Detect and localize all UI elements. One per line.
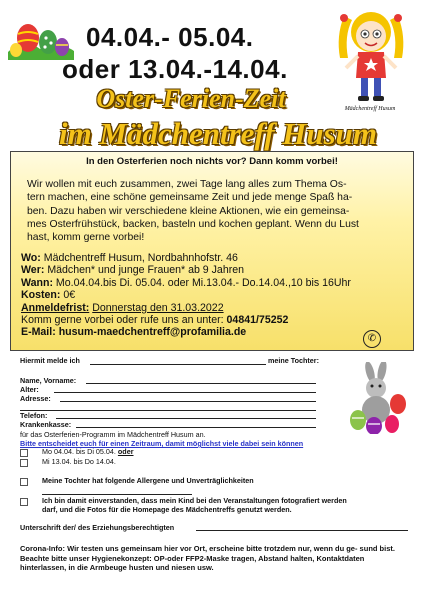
kosten-label: Kosten: (21, 289, 61, 302)
wann-label: Wann: (21, 276, 53, 289)
adresse-field-2[interactable] (20, 410, 316, 411)
option1-checkbox[interactable] (20, 449, 28, 457)
wo-value: Mädchentreff Husum, Nordbahnhofstr. 46 (43, 252, 238, 264)
body-line: mes Osterfrühstück, backen, basteln und kochen geplant. Wenn du Lust (27, 218, 359, 230)
intro-text-b: meine Tochter: (268, 356, 319, 365)
info-headline: In den Osterferien noch nichts vor? Dann komm vorbei! (86, 156, 338, 167)
kontakt-row (21, 314, 401, 326)
foto-line-1: Ich bin damit einverstanden, dass mein Kind bei den Veranstaltungen fotografiert werden (42, 496, 347, 505)
option1-oder: oder (117, 447, 134, 456)
email-row (21, 326, 401, 338)
info-box (10, 151, 414, 351)
name-label: Name, Vorname: (20, 376, 77, 385)
wer-row (21, 264, 401, 276)
anmeldefrist-value: Donnerstag den 31.03.2022 (92, 301, 224, 314)
wer-value: Mädchen* und junge Frauen* ab 9 Jahren (47, 264, 245, 277)
adresse-field[interactable] (60, 401, 316, 402)
info-body (27, 178, 403, 244)
kosten-row (21, 289, 401, 301)
option2-checkbox[interactable] (20, 459, 28, 467)
body-line: Wir wollen mit euch zusammen, zwei Tage lang alles zum Thema Os- (27, 179, 347, 190)
child-name-field[interactable] (90, 364, 266, 365)
body-line: ben. Dazu haben wir verschiedene kleine Aktionen, wie ein gemeinsa- (27, 205, 350, 217)
intro-text-a: Hiermit melde ich (20, 356, 80, 365)
kontakt-text: Komm gerne vorbei oder rufe uns an unter: (21, 314, 224, 327)
option2-label: Mi 13.04. bis Do 14.04. (42, 457, 116, 466)
email-label: E-Mail: (21, 326, 56, 339)
dates-line-2: oder 13.04.-14.04. (62, 54, 288, 84)
wo-label: Wo: (21, 252, 41, 264)
alter-field[interactable] (54, 392, 316, 393)
telefon-label: Telefon: (20, 411, 48, 420)
wann-value: Mo.04.04.bis Di. 05.04. oder Mi.13.04.- Do.14.04.,10 bis 16Uhr (55, 276, 351, 289)
wo-row (21, 252, 401, 264)
foto-line-2: darf, und die Fotos für die Homepage des Mädchentreffs genutzt werden. (42, 505, 292, 514)
option1-text: Mo 04.04. bis Di 05.04. (42, 447, 116, 456)
krankenkasse-label: Krankenkasse: (20, 420, 72, 429)
logo-caption: Mädchentreff Husum (344, 106, 396, 112)
wer-label: Wer: (21, 264, 45, 277)
anmeldefrist-row (21, 302, 401, 314)
telefon-field[interactable] (56, 418, 316, 419)
anmeldefrist-label: Anmeldefrist: (21, 301, 90, 314)
body-line: hast, komm gerne vorbei! (27, 232, 145, 244)
unterschrift-label: Unterschrift der/ des Erziehungsberechtigten (20, 523, 175, 532)
option1-label (42, 447, 134, 456)
phone-number[interactable]: 04841/75252 (226, 314, 289, 327)
allergie-checkbox[interactable] (20, 478, 28, 486)
kosten-value: 0€ (63, 289, 76, 302)
info-details (21, 252, 401, 339)
corona-info: Corona-Info: Wir testen uns gemeinsam hier vor Ort, erscheine bitte trotzdem nur, wenn du ge- sund bist. Beachte bitte unser Hygienekonzept: OP-oder FFP2-Maske tragen, Abstand halten, Kontaktdaten hinterlassen, in die Armbeuge husten und niesen usw. (20, 544, 395, 573)
allergie-text: Meine Tochter hat folgende Allergene und Unverträglichkeiten (42, 476, 254, 485)
adresse-label: Adresse: (20, 394, 51, 403)
unterschrift-field[interactable] (196, 530, 408, 531)
krankenkasse-field[interactable] (76, 427, 316, 428)
programm-text: für das Osterferien-Programm im Mädchentreff Husum an. (20, 430, 206, 439)
body-line: tern machen, eine schöne gemeinsame Zeit und jede menge Spaß ha- (27, 192, 353, 204)
easter-bunny-image (348, 362, 408, 434)
wann-row (21, 277, 401, 289)
alter-label: Alter: (20, 385, 39, 394)
foto-checkbox[interactable] (20, 498, 28, 506)
zeitraum-hint: Bitte entscheidet euch für einen Zeitraum, damit möglichst viele dabei sein können (20, 439, 304, 448)
email-address[interactable]: husum-maedchentreff@profamilia.de (58, 326, 247, 339)
title-maedchentreff: im Mädchentreff Husum (58, 116, 378, 151)
name-field[interactable] (86, 383, 316, 384)
maedchentreff-logo (330, 6, 412, 106)
title-oster-ferien-zeit: Oster-Ferien-Zeit (96, 84, 286, 113)
phone-icon: ✆ (363, 330, 381, 348)
dates-line-1: 04.04.- 05.04. (86, 22, 254, 52)
allergie-field[interactable] (42, 494, 192, 495)
